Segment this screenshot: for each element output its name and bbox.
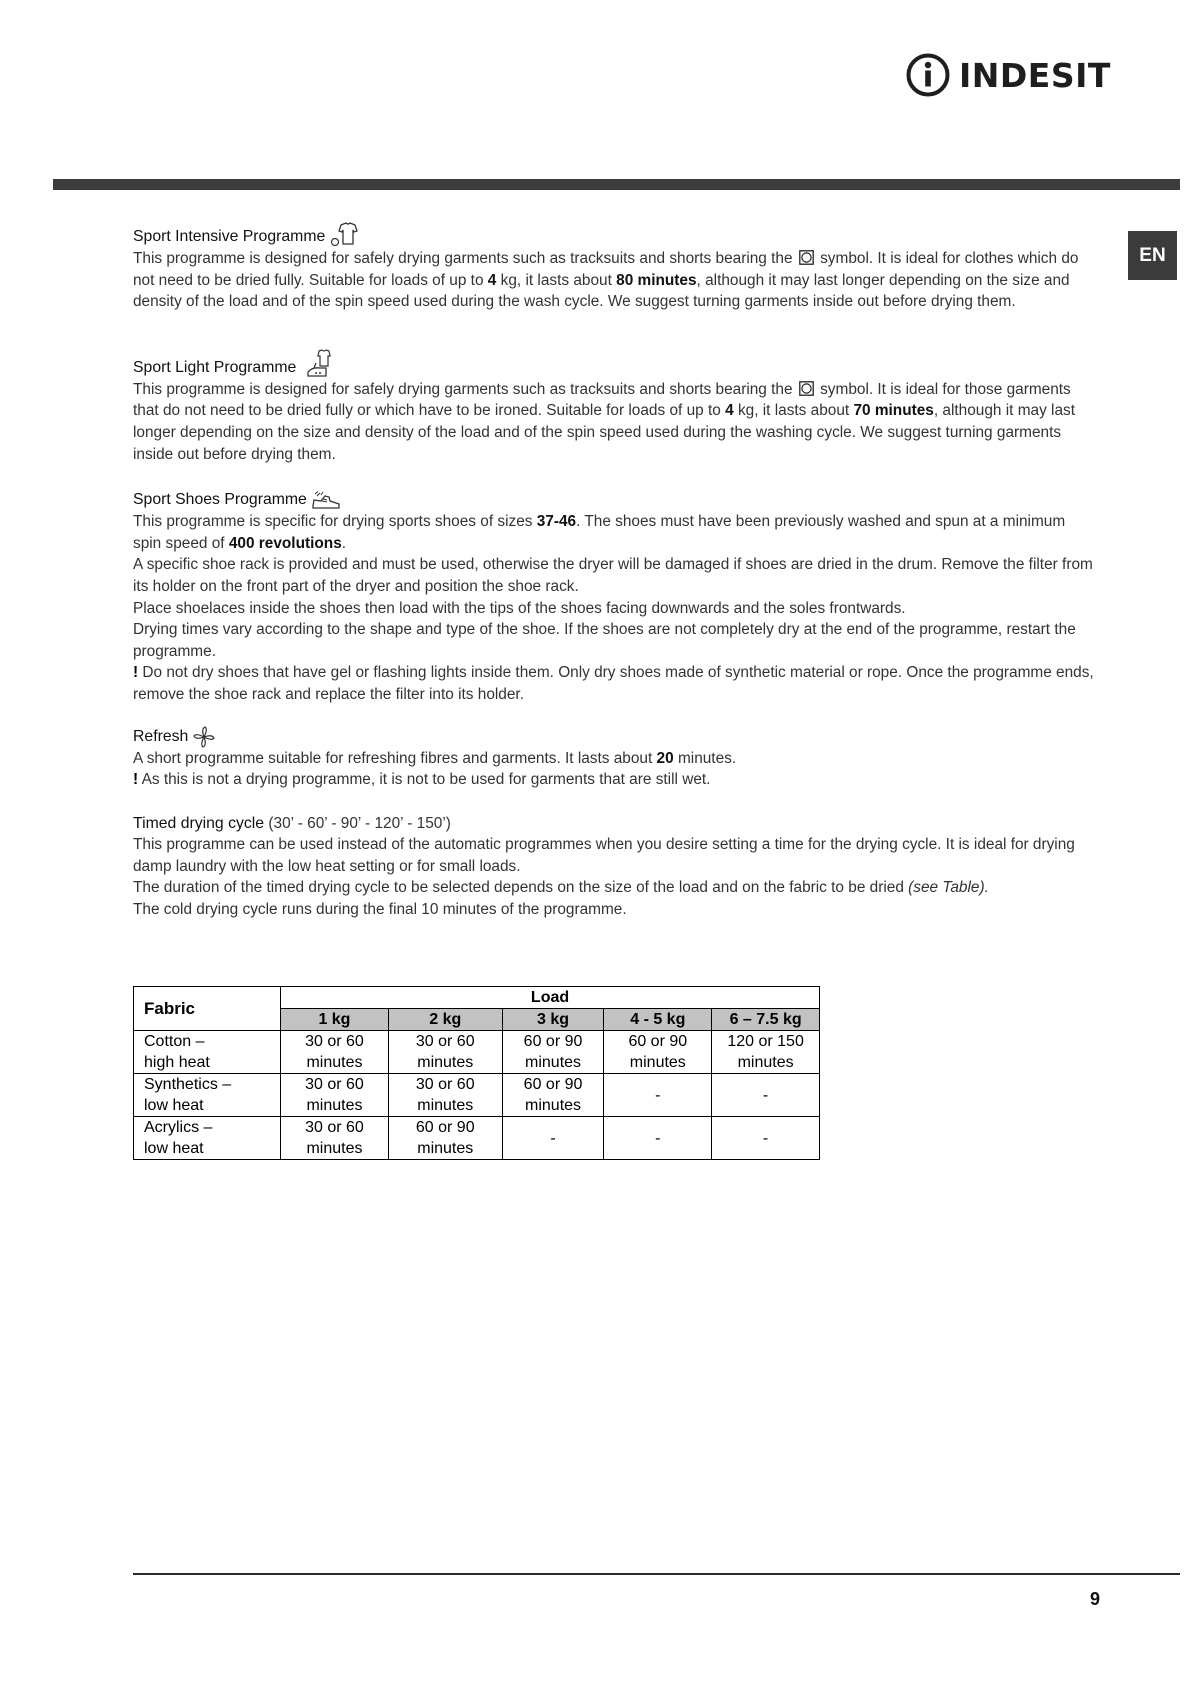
header-divider <box>53 179 1180 190</box>
section-body <box>133 511 1097 705</box>
warning-text: Do not dry shoes that have gel or flashing lights inside them. Only dry shoes made of synthetic material or rope. Once the programme ends, remove the shoe rack and replace the filter into its holder. <box>133 664 1094 703</box>
tumble-dry-symbol-icon <box>799 250 814 265</box>
time-cell: - <box>712 1074 820 1117</box>
section-heading <box>133 349 1097 379</box>
load-column-header: 3 kg <box>502 1009 604 1031</box>
body-text: kg, it lasts about <box>500 271 612 289</box>
duration-value: 80 minutes <box>616 271 697 289</box>
body-text: minutes. <box>677 749 737 767</box>
tshirt-sport-icon <box>329 222 359 248</box>
body-paragraph: A specific shoe rack is provided and must be used, otherwise the dryer will be damaged if shoes are dried in the drum. Remove the filter from its holder on the front part of the dryer and position the shoe rack. <box>133 556 1093 595</box>
fabric-cell: Acrylics – low heat <box>134 1117 281 1160</box>
body-text: A short programme suitable for refreshing fibres and garments. It lasts about <box>133 749 653 767</box>
load-column-header: 4 - 5 kg <box>604 1009 712 1031</box>
time-cell: 30 or 60 minutes <box>388 1074 502 1117</box>
language-tab[interactable]: EN <box>1128 231 1177 280</box>
body-text: This programme is designed for safely drying garments such as tracksuits and shorts bearing the <box>133 380 793 398</box>
table-row <box>134 1117 820 1160</box>
timed-drying-table <box>133 986 820 1160</box>
duration-value: 70 minutes <box>853 402 934 420</box>
table-row <box>134 1031 820 1074</box>
load-column-header: 2 kg <box>388 1009 502 1031</box>
time-cell: - <box>604 1074 712 1117</box>
body-text: symbol. It is ideal for those garments that do not need to be dried fully or which have to be ironed. Suitable for loads of up to <box>133 380 1071 420</box>
section-heading <box>133 222 1097 248</box>
duration-value: 20 <box>656 749 674 767</box>
footer-divider <box>133 1573 1180 1575</box>
body-text: , although it may last longer depending on the size and density of the load and of the spin speed used during the washing cycle. We suggest turning garments inside out before drying them. <box>133 402 1075 463</box>
body-paragraph: The cold drying cycle runs during the final 10 minutes of the programme. <box>133 901 627 919</box>
time-cell: 60 or 90 minutes <box>604 1031 712 1074</box>
time-cell: - <box>712 1117 820 1160</box>
page-number: 9 <box>1090 1589 1101 1609</box>
section-title: Refresh <box>133 727 189 745</box>
section-title: Sport Light Programme <box>133 358 297 376</box>
time-cell: 120 or 150 minutes <box>712 1031 820 1074</box>
time-cell: 30 or 60 minutes <box>281 1074 389 1117</box>
load-column-header: 6 – 7.5 kg <box>712 1009 820 1031</box>
section-timed-drying <box>133 813 1097 921</box>
section-sport-light <box>133 349 1097 465</box>
shoe-sizes-value: 37-46 <box>536 513 577 531</box>
fan-icon <box>192 726 216 748</box>
body-text: kg, it lasts about <box>737 402 850 420</box>
time-cell: - <box>604 1117 712 1160</box>
body-paragraph: Place shoelaces inside the shoes then load with the tips of the shoes facing downwards and the soles frontwards. <box>133 599 906 617</box>
section-body <box>133 248 1097 313</box>
load-value: 4 <box>725 402 734 420</box>
section-sport-intensive <box>133 222 1097 313</box>
sport-shoe-icon <box>311 491 341 511</box>
body-text: The duration of the timed drying cycle to be selected depends on the size of the load and on the fabric to be dried <box>133 879 904 897</box>
fabric-header: Fabric <box>134 987 281 1031</box>
body-text: symbol. It is ideal for clothes which do not need to be dried fully. Suitable for loads of up to <box>133 250 1079 289</box>
body-paragraph: This programme can be used instead of the automatic programmes when you desire setting a time for the drying cycle. It is ideal for drying damp laundry with the low heat setting or for small loads. <box>133 836 1075 875</box>
time-cell: 60 or 90 minutes <box>502 1074 604 1117</box>
section-heading <box>133 726 1097 748</box>
time-cell: 30 or 60 minutes <box>388 1031 502 1074</box>
section-body <box>133 748 1097 791</box>
body-text: This programme is designed for safely drying garments such as tracksuits and shorts bearing the <box>133 250 793 267</box>
body-paragraph: Drying times vary according to the shape and type of the shoe. If the shoes are not completely dry at the end of the programme, restart the programme. <box>133 621 1076 660</box>
section-heading <box>133 489 1097 511</box>
timed-options: (30’ - 60’ - 90’ - 120’ - 150’) <box>268 814 451 832</box>
section-sport-shoes <box>133 489 1097 705</box>
body-text: , although it may last longer depending on the size and density of the load and of the spin speed used during the wash cycle. We suggest turning garments inside out before drying them. <box>133 271 1070 311</box>
body-text: This programme is specific for drying sports shoes of sizes <box>133 513 533 531</box>
i-circle-logo-icon <box>905 52 951 98</box>
section-title: Sport Shoes Programme <box>133 491 307 509</box>
shirt-iron-icon <box>304 349 334 379</box>
section-title: Timed drying cycle <box>133 814 265 832</box>
warning-mark: ! <box>133 664 139 682</box>
table-row <box>134 1074 820 1117</box>
time-cell: 30 or 60 minutes <box>281 1031 389 1074</box>
time-cell: 60 or 90 minutes <box>388 1117 502 1160</box>
load-header: Load <box>281 987 820 1009</box>
load-value: 4 <box>487 271 497 289</box>
brand-name: INDESIT <box>959 55 1111 95</box>
time-cell: 60 or 90 minutes <box>502 1031 604 1074</box>
table-reference: (see Table). <box>908 879 989 897</box>
section-refresh <box>133 726 1097 791</box>
warning-text: As this is not a drying programme, it is not to be used for garments that are still wet. <box>141 771 711 789</box>
body-text: . <box>341 534 347 552</box>
warning-mark: ! <box>133 771 139 789</box>
fabric-cell: Synthetics – low heat <box>134 1074 281 1117</box>
tumble-dry-symbol-icon <box>799 381 814 396</box>
load-column-header: 1 kg <box>281 1009 389 1031</box>
section-body <box>133 813 1097 921</box>
time-cell: 30 or 60 minutes <box>281 1117 389 1160</box>
section-title: Sport Intensive Programme <box>133 228 326 245</box>
spin-speed-value: 400 revolutions <box>228 534 342 552</box>
fabric-cell: Cotton – high heat <box>134 1031 281 1074</box>
time-cell: - <box>502 1117 604 1160</box>
body-text: . The shoes must have been previously washed and spun at a minimum spin speed of <box>133 513 1066 552</box>
main-content <box>133 222 1097 921</box>
section-body <box>133 379 1097 465</box>
brand-logo <box>905 50 1111 100</box>
